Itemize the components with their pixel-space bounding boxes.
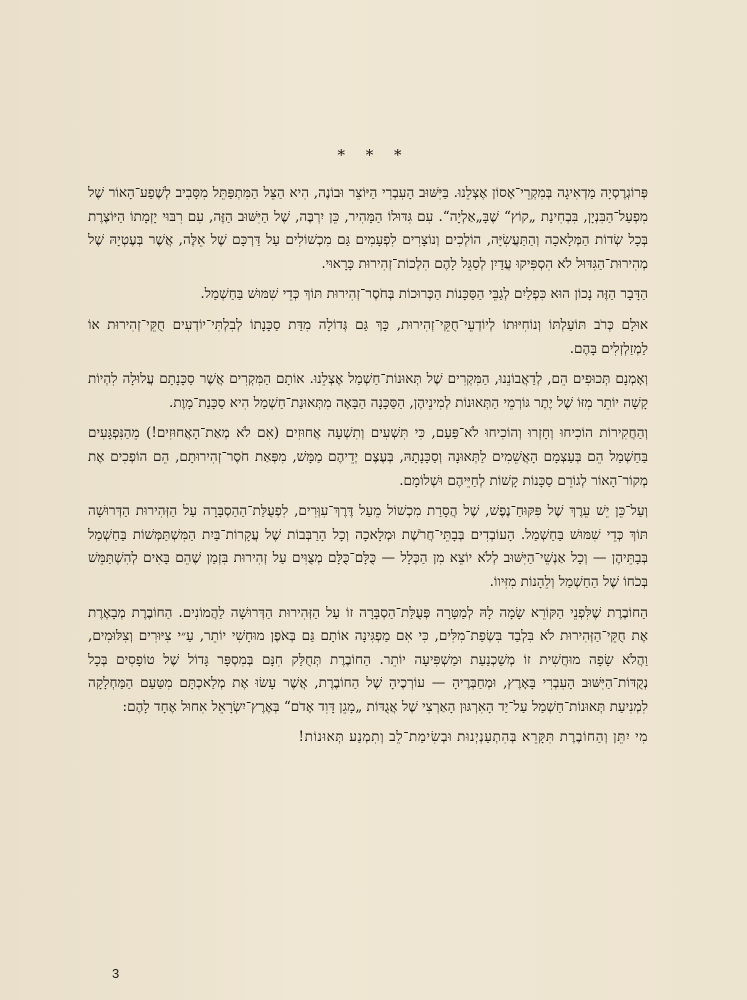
paragraph-7: הַחוֹבֶרֶת שֶׁלִּפְנֵי הַקּוֹרֵא שָׂמָה לָהּ לְמַטָּרָה פְּעֻלַּת־הַסְבָּרָה זוֹ עַל הַזְּהִירוּת הַדְּרוּשָׁה לַהֲמוֹנִים. הַחוֹבֶרֶת מְבָאֶרֶת אֶת חֻקֵּי־הַזְּהִירוּת לֹא בִּלְבַד בִּשְׂפַת־מִלִּים, כִּי אִם מַפְגִּינָה אוֹתָם גַּם בְּאֹפֶן מוּחָשִׁי יוֹתֵר, עַ״י צִיּוּרִים וְצִלּוּמִים, וַהֲלֹא שָׂפָה מוּחֲשִׁית זוֹ מְשַׁכְנַעַת וּמַשְׁפִּיעָה יוֹתֵר. הַחוֹבֶרֶת תְּחֻלַּק חִנָּם בְּמִסְפָּר גָּדוֹל שֶׁל טוֹפָסִים בְּכָל נְקֻדּוֹת־הַיִּשּׁוּב הָעִבְרִי בָּאָרֶץ, וּמְחַבְּרֶיהָ — עוֹרְכֶיהָ שֶׁל הַחוֹבֶרֶת, אֲשֶׁר עָשׂוּ אֶת מְלַאכְתָּם מִטַּעַם הַמַּחְלָקָה לִמְנִיעַת תְּאוּנוֹת־חַשְׁמַל עַל־יַד הָאִרְגּוּן הָאַרְצִי שֶׁל אֲגֻדּוֹת „מָגֵן דָּוִד אָדֹם“ בְּאֶרֶץ־יִשְׂרָאֵל אִחוּל אֶחָד לָהֶם: (88, 604, 648, 715)
body-text (88, 182, 648, 757)
paragraph-5: וְהַחֲקִירוֹת הוֹכִיחוּ וְחָזְרוּ וְהוֹכִיחוּ לֹא־פַּעַם, כִּי תִּשְׁעִים וְתִשְׁעָה אֲחוּזִים (אִם לֹא מְאַת־הָאֲחוּזִים!) מֵהַנִּפְגָּעִים בַּחַשְׁמַל הֵם בְּעַצְמָם הָאֲשֵׁמִים לַתְּאוּנָה וְסַכָּנָתָהּ, בְּעֶצֶם יְדֵיהֶם מַמָּשׁ, מִפְּאַת חֹסֶר־זְהִירוּתָם, הֵם הוֹפְכִים אֶת מְקוֹר־הָאוֹר לְגוֹרֵם סַכָּנוֹת קָשׁוֹת לְחַיֵּיהֶם וּשְׁלוֹמָם. (88, 425, 648, 489)
paragraph-3: אוּלָם כְּרֹב תּוֹעַלְתּוֹ וְנוֹחִיּוּתוֹ לְיוֹדְעֵי־חֻקֵּי־זְהִירוּת, כָּךְ גַּם גְּדוֹלָה מִדַּת סַכָּנָתוֹ לְבִלְתִּי־יוֹדְעִים חֻקֵּי־זְהִירוּת אוֹ לַמְזַלְזְלִים בָּהֶם. (88, 316, 648, 357)
paragraph-2: הַדָּבָר הַזֶּה נָכוֹן הוּא כִּפְלַיִם לְגַבֵּי הַסַּכָּנוֹת הַכְּרוּכוֹת בְּחֹסֶר־זְהִירוּת תּוֹךְ כְּדֵי שִׁמּוּשׁ בַּחַשְׁמַל. (200, 286, 648, 303)
page-number: 3 (112, 966, 120, 981)
paragraph-1: פְּרוֹגְרֶסְיָה מַדְאִיגָה בְּמִקְרֵי־אָסוֹן אֶצְלֵנוּ. בַּיִּשּׁוּב הָעִבְרִי הַיּוֹצֵר וּבוֹנֶה, הִיא הַצֵּל הַמִּתְפַּתֵּל מִסָּבִיב לְשֶׁפַע־הָאוֹר שֶׁל מִפְעַל־הַבִּנְיָן, בִּבְחִינַת „קוֹץ“ שֶׁבָּ„אַלְיָה“. עִם גִּדּוּלוֹ הַמָּהִיר, כֵּן יִרְבֶּה, שֶׁל הַיִּשּׁוּב הַזֶּה, עִם רִבּוּי יָזְמָתוֹ הַיּוֹצֶרֶת בְּכָל שְׂדוֹת הַמְּלָאכָה וְהַתַּעֲשִׂיָּה, הוֹלְכִים וְנוֹצָרִים לִפְעָמִים גַּם מִכְשׁוֹלִים עַל דַּרְכָּם שֶׁל אֵלֶּה, אֲשֶׁר בְּעֶטְיָהּ שֶׁל מְהִירוּת־הַגִּדּוּל לֹא הִסְפִּיקוּ עֲדַיִן לְסַגֵּל לָהֶם הִלְכוֹת־זְהִירוּת כָּרָאוּי. (88, 185, 648, 272)
paragraph-4: וְאָמְנָם תְּכוּפִים הֵם, לְדַאֲבוֹנֵנוּ, הַמִּקְרִים שֶׁל תְּאוּנוֹת־חַשְׁמַל אֶצְלֵנוּ. אוֹתָם הַמִּקְרִים אֲשֶׁר סַכָּנָתָם עֲלוּלָה לִהְיוֹת קָשָׁה יוֹתֵר מִזּוֹ שֶׁל יֶתֶר גּוֹרְמֵי הַתְּאוּנוֹת לְמִינֵיהֶן, הַסַּכָּנָה הַבָּאָה מִתְּאוּנַת־חַשְׁמַל הִיא סַכָּנַת־מָוֶת. (88, 371, 648, 411)
closing-line: מִי יִתֵּן וְהַחוֹבֶרֶת תִּקָּרֵא בְּהִתְעַנְיְנוּת וּבְשִׂימַת־לֵב וְתִמְנַע תְּאוּנוֹת! (298, 729, 648, 746)
paragraph-6: וְעַל־כֵּן יֵשׁ עֵרֶךְ שֶׁל פִּקּוּחַ־נֶפֶשׁ, שֶׁל הֲסָרַת מִכְשׁוֹל מֵעַל דֶּרֶךְ־עִוְּרִים, לִפְעֻלַּת־הַהַסְבָּרָה עַל הַזְּהִירוּת הַדְּרוּשָׁה תּוֹךְ כְּדֵי שִׁמּוּשׁ בַּחַשְׁמַל. הָעוֹבְדִים בְּבָתֵּי־חֲרֹשֶׁת וּמְלָאכָה וְכָל הָרַבְּבוֹת שֶׁל עֲקָרוֹת־בַּיִת הַמִּשְׁתַּמְּשׁוֹת בַּחַשְׁמַל בְּבָתֵּיהֶן — וְכָל אַנְשֵׁי־הַיִּשּׁוּב לְלֹא יוֹצֵא מִן הַכְּלָל — כֻּלָּם־כֻּלָּם מְצֻוִּים עַל זְהִירוּת בִּזְמַן שֶׁהֵם בָּאִים לְהִשְׁתַּמֵּשׁ בְּכֹחוֹ שֶׁל הַחַשְׁמַל וְלֵהָנוֹת מִזִּיווֹ. (88, 503, 648, 590)
section-separator: * * * (337, 146, 410, 164)
